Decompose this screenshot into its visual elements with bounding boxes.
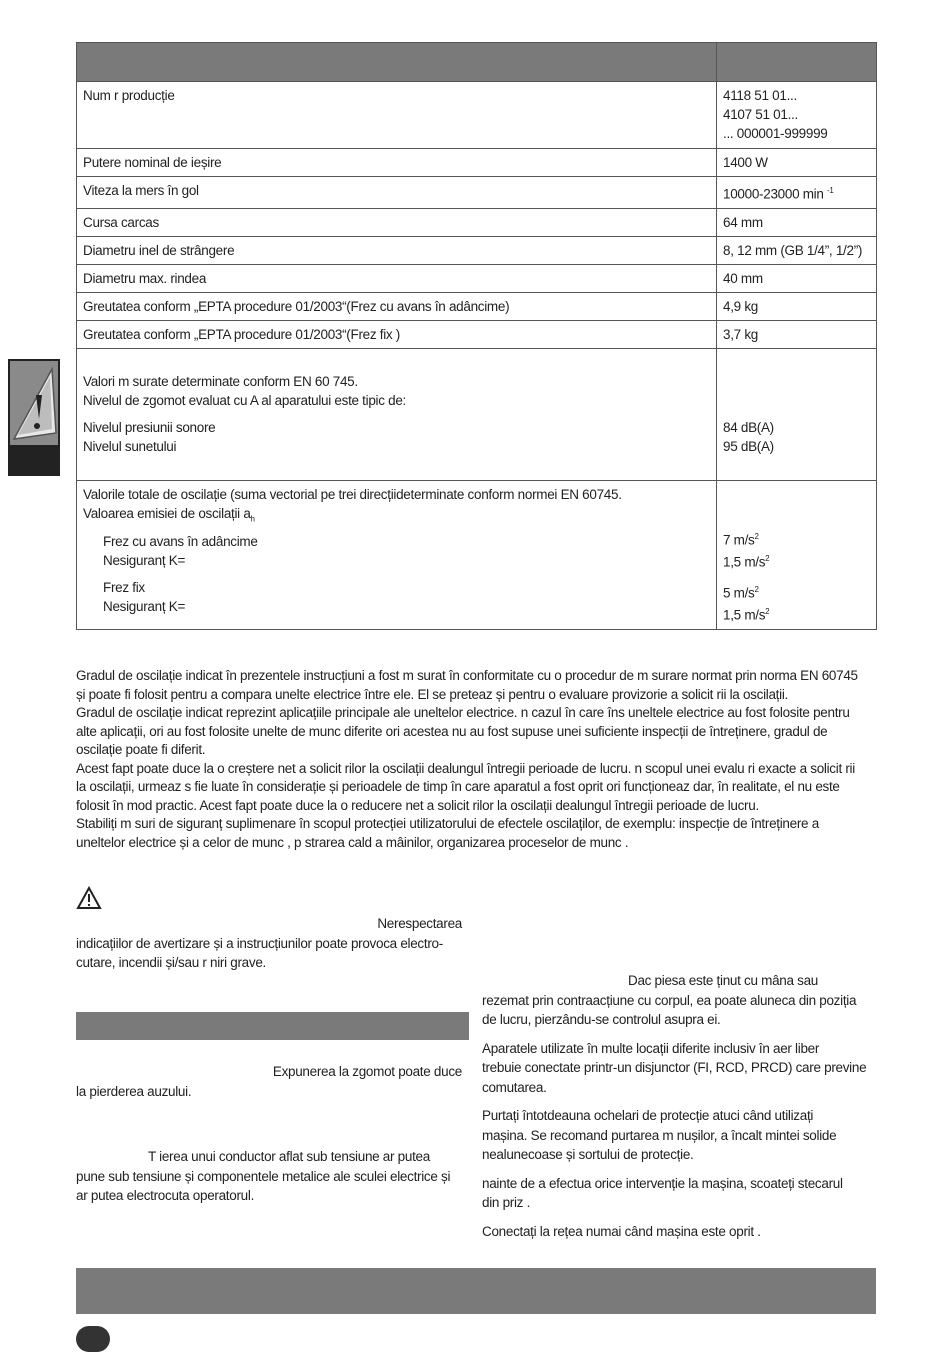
spec-label: Greutatea conform „EPTA procedure 01/2003“(Frez cu avans în adâncime)	[77, 292, 717, 320]
sound-power-label: Nivelul sunetului	[83, 438, 177, 454]
spec-value: 40 mm	[717, 264, 877, 292]
spec-value: 8, 12 mm (GB 1/4”, 1/2”)	[717, 236, 877, 264]
spec-label: Diametru max. rindea	[77, 264, 717, 292]
spec-label: Cursa carcas	[77, 208, 717, 236]
table-row	[77, 236, 877, 264]
plunge-uncertainty-value: 1,5 $m/s^2$	[723, 554, 770, 570]
spec-label: Num r producție	[77, 82, 717, 149]
fixed-uncertainty-value: 1,5 $m/s^2$	[723, 607, 770, 623]
warning-exclamation-icon	[10, 361, 58, 445]
table-row	[77, 264, 877, 292]
warning-triangle-icon	[76, 886, 102, 910]
noise-warning-text: Expunerea la zgomot poate duce la pierderea auzului.	[76, 1064, 462, 1099]
section-header-bar	[76, 1012, 469, 1040]
vibration-row	[77, 480, 877, 629]
table-row	[77, 208, 877, 236]
page-number-badge	[76, 1326, 110, 1352]
uncertainty-label: Nesiguranț K=	[103, 553, 186, 569]
unplug-instruction: nainte de a efectua orice intervenție la mașina, scoateți stecarul din priz .	[482, 1175, 843, 1210]
workpiece-warning: Dac piesa este ținut cu mâna sau rezemat prin contraacțiune cu corpul, ea poate aluneca din poziția de lucru, pierzându-se controlul asupra ei.	[482, 973, 857, 1027]
sound-power-value: 95 dB(A)	[723, 438, 774, 454]
spec-value: 10000-23000 min $^{-1}$	[717, 177, 877, 209]
spec-value: 64 mm	[717, 208, 877, 236]
language-side-tab	[8, 359, 60, 476]
spec-value: 4,9 kg	[717, 292, 877, 320]
vibration-line-2: Valoarea emisiei de oscilații $a_h$	[83, 505, 255, 524]
table-row	[77, 149, 877, 177]
table-row	[77, 292, 877, 320]
table-header	[77, 43, 877, 82]
vibration-line-1: Valorile totale de oscilație (suma vectorial pe trei direcțiideterminate conform normei EN 60745.	[83, 486, 622, 502]
noise-line-2: Nivelul de zgomot evaluat cu A al aparatului este tipic de:	[83, 392, 407, 408]
footer-section-bar	[76, 1268, 876, 1314]
vibration-info-paragraph: Gradul de oscilație indicat în prezentele instrucțiuni a fost m surat în conformitate cu o procedur de m surare normat prin norma EN 60745 și poate fi folosit pentru a compara unelte electrice între ele. El se preteaz și pentru o evaluare provizorie a solicit rii la oscilații. Gradul de oscilație indicat reprezint aplicațiile principale ale uneltelor electrice. n cazul în care îns uneltele electrice au fost folosite pentru alte aplicații, ori au fost folosite unelte de munc diferite ori acestea nu au fost supuse unei suficiente inspecții de întreținere, gradul de oscilație poate fi diferit. Acest fapt poate duce la o creștere net a solicit rilor la oscilații dealungul întregii perioade de lucru. n scopul unei evalu ri exacte a solicit rii la oscilații, urmeaz s fie luate în considerație și perioadele de timp în care aparatul a fost oprit ori funcționeaz dar, în realitate, el nu este folosit în mod practic. Acest fapt poate duce la o reducere net a solicit rilor la oscilații dealungul întregii perioade de lucru. Stabiliți m suri de siguranț suplimenare în scopul protecției utilizatorului de efectele oscilaților, de exemplu: inspecție de întreținere a uneltelor electrice și a celor de munc , p strarea cald a mâinilor, organizarea proceselor de munc .	[76, 668, 858, 850]
sound-pressure-value: 84 dB(A)	[723, 419, 774, 435]
plunge-router-label: Frez cu avans în adâncime	[103, 534, 258, 550]
fixed-vibration-value: 5 $m/s^2$	[723, 584, 759, 600]
fixed-router-label: Frez fix	[103, 580, 145, 596]
protective-gear-instruction: Purtați întotdeauna ochelari de protecție atuci când utilizați mașina. Se recomand purtarea m nușilor, a încalt mintei solide nealunecoase și sortului de protecție.	[482, 1108, 837, 1162]
rcd-instruction: Aparatele utilizate în multe locații diferite inclusiv în aer liber trebuie conectate printr-un disjunctor (FI, RCD, PRCD) care previne comutarea.	[482, 1040, 867, 1095]
warning-text: Nerespectarea indicațiilor de avertizare și a instrucțiunilor poate provoca electro- cutare, incendii și/sau r niri grave.	[76, 916, 462, 970]
table-row	[77, 82, 877, 149]
noise-row	[77, 348, 877, 480]
electric-cut-warning-text: T ierea unui conductor aflat sub tensiune ar putea pune sub tensiune și componentele metalice ale sculei electrice și ar putea electrocuta operatorul.	[76, 1149, 451, 1203]
spec-value: 1400 W	[717, 149, 877, 177]
plunge-vibration-value: 7 $m/s^2$	[723, 531, 759, 547]
power-on-instruction: Conectați la rețea numai când mașina este oprit .	[482, 1223, 761, 1239]
sound-pressure-label: Nivelul presiunii sonore	[83, 419, 216, 435]
spec-label: Diametru inel de strângere	[77, 236, 717, 264]
spec-label: Viteza la mers în gol	[77, 177, 717, 209]
table-row	[77, 320, 877, 348]
spec-value: 3,7 kg	[717, 320, 877, 348]
noise-line-1: Valori m surate determinate conform EN 60 745.	[83, 373, 358, 389]
uncertainty-label: Nesiguranț K=	[103, 599, 186, 615]
spec-value: 4118 51 01... 4107 51 01... ... 000001-999999	[717, 82, 877, 149]
spec-label: Putere nominal de ieșire	[77, 149, 717, 177]
table-row	[77, 177, 877, 209]
spec-label: Greutatea conform „EPTA procedure 01/2003“(Frez fix )	[77, 320, 717, 348]
spec-table	[76, 42, 877, 630]
safety-instructions-column	[482, 971, 876, 1250]
